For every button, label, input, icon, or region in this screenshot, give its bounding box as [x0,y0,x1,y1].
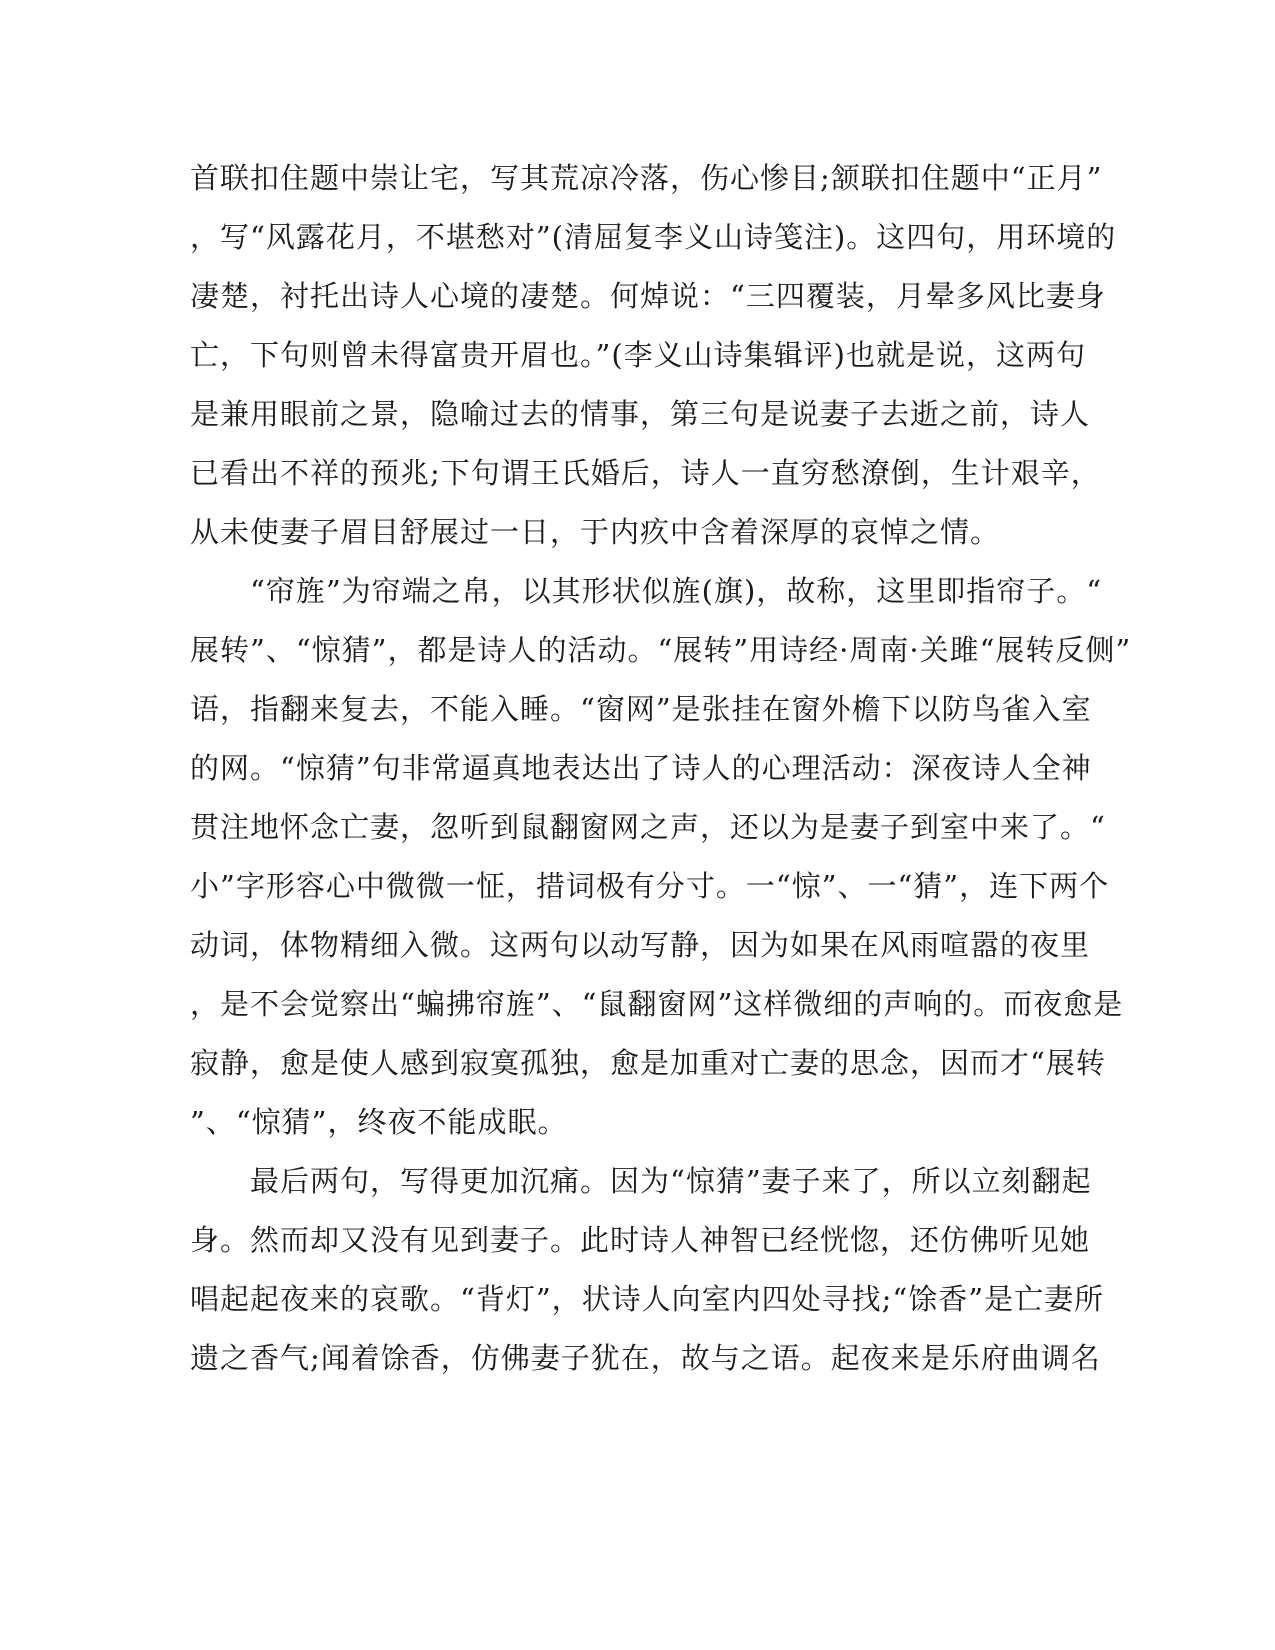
paragraph-first-line: “帘旌”为帘端之帛，以其形状似旌(旗)，故称，这里即指帘子。“ [250,574,1103,608]
text-line: 寂静，愈是使人感到寂寞孤独，愈是加重对亡妻的思念，因而才“展转 [190,1046,1106,1080]
text-line: 动词，体物精细入微。这两句以动写静，因为如果在风雨喧嚣的夜里 [190,928,1091,962]
text-line: 唱起起夜来的哀歌。“背灯”，状诗人向室内四处寻找;“馀香”是亡妻所 [190,1282,1105,1316]
text-line: ”、“惊猜”，终夜不能成眠。 [190,1105,568,1139]
paragraph-first-line: 最后两句，写得更加沉痛。因为“惊猜”妻子来了，所以立刻翻起 [250,1164,1092,1198]
text-line: ，写“风露花月，不堪愁对”(清屈复李义山诗笺注)。这四句，用环境的 [190,220,1117,254]
text-line: 的网。“惊猜”句非常逼真地表达出了诗人的心理活动：深夜诗人全神 [190,751,1092,785]
text-line: 展转”、“惊猜”，都是诗人的活动。“展转”用诗经·周南·关雎“展转反侧” [190,633,1132,667]
text-line: 小”字形容心中微微一怔，措词极有分寸。一“惊”、一“猜”，连下两个 [190,869,1110,903]
text-line: 从未使妻子眉目舒展过一日，于内疚中含着深厚的哀悼之情。 [190,515,1001,549]
text-line: 首联扣住题中崇让宅，写其荒凉冷落，伤心惨目;颔联扣住题中“正月” [190,161,1103,195]
text-line: 凄楚，衬托出诗人心境的凄楚。何焯说：“三四覆装，月晕多风比妻身 [190,279,1106,313]
text-line: 语，指翻来复去，不能入睡。“窗网”是张挂在窗外檐下以防鸟雀入室 [190,692,1092,726]
text-line: 亡，下句则曾未得富贵开眉也。”(李义山诗集辑评)也就是说，这两句 [190,338,1086,372]
text-line: 贯注地怀念亡妻，忽听到鼠翻窗网之声，还以为是妻子到室中来了。“ [190,810,1106,844]
text-line: 是兼用眼前之景，隐喻过去的情事，第三句是说妻子去逝之前，诗人 [190,397,1091,431]
text-line: 身。然而却又没有见到妻子。此时诗人神智已经恍惚，还仿佛听见她 [190,1223,1091,1257]
text-line: 已看出不祥的预兆;下句谓王氏婚后，诗人一直穷愁潦倒，生计艰辛， [190,456,1101,490]
text-line: ，是不会觉察出“蝙拂帘旌”、“鼠翻窗网”这样微细的声响的。而夜愈是 [190,987,1124,1021]
text-line: 遗之香气;闻着馀香，仿佛妻子犹在，故与之语。起夜来是乐府曲调名 [190,1341,1101,1375]
